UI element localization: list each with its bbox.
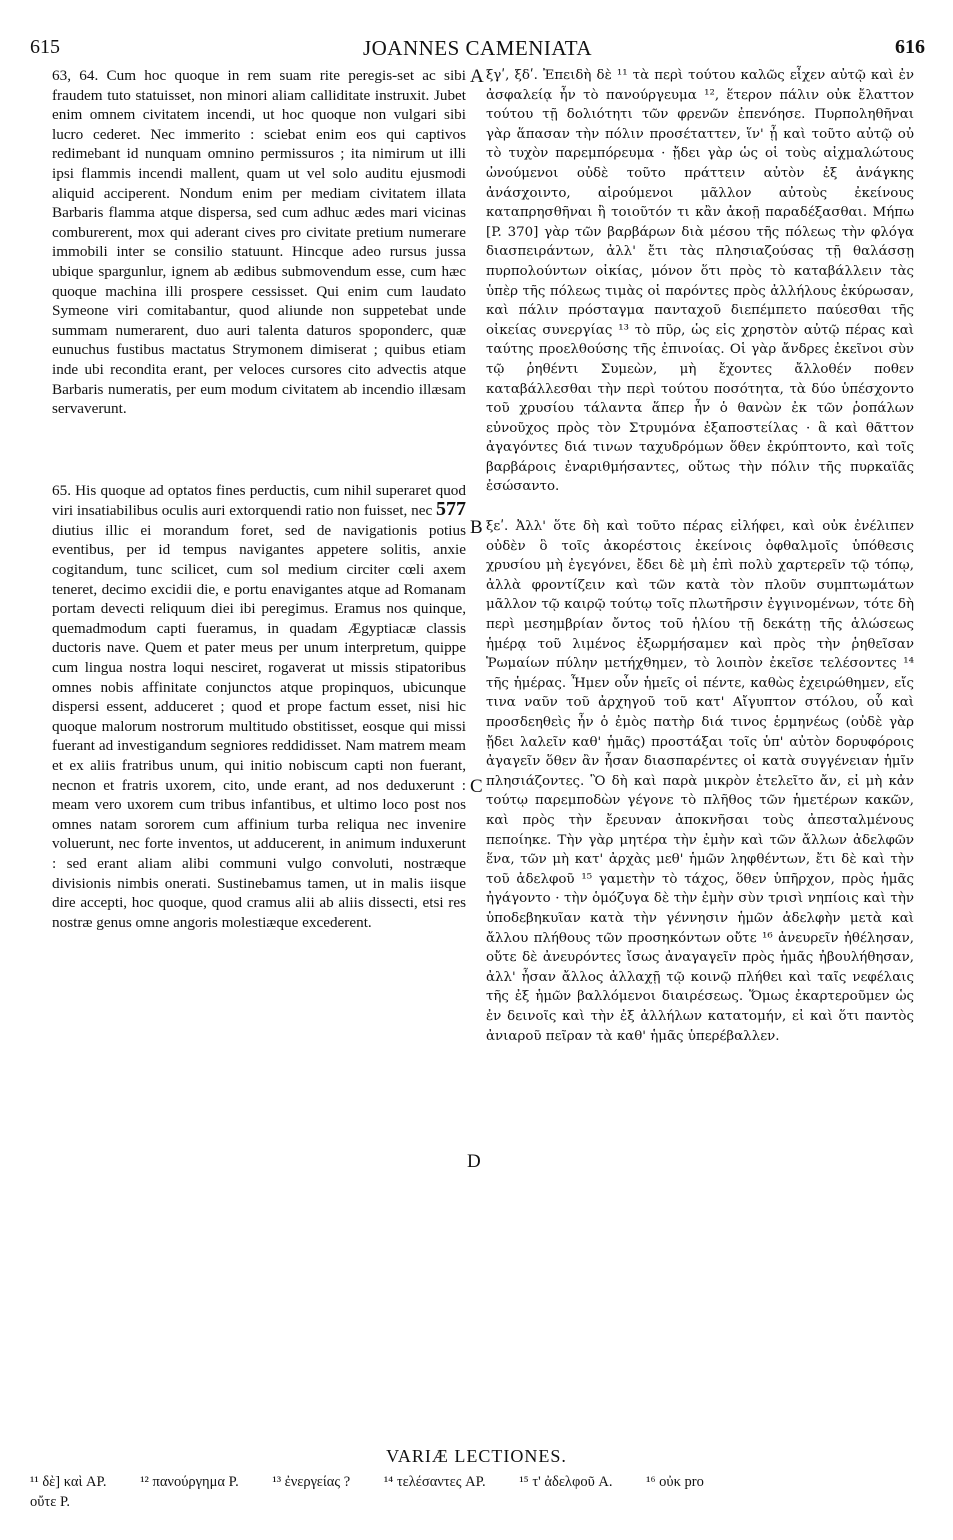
notes-row-tail: οὔτε P.	[30, 1494, 71, 1510]
page-reference: 577	[436, 498, 467, 521]
latin-paragraph-65	[52, 481, 466, 933]
variae-lectiones-notes	[30, 1472, 923, 1512]
column-marker-a: A	[470, 66, 484, 87]
note-item: ¹⁵ τ' ἀδελφοῦ A.	[519, 1474, 613, 1490]
page-number-right: 616	[895, 36, 925, 58]
note-item: ¹² πανούργημα P.	[140, 1474, 239, 1490]
note-item: ¹³ ἐνεργείας ?	[272, 1474, 351, 1490]
latin-column	[52, 66, 466, 932]
latin-paragraph-65-start: 65. His quoque ad optatos fines perductis, cum nihil superaret quod viri insatiabilibus oculis auri extorquendi ratio non fuisset, nec	[52, 481, 466, 520]
page-number-left: 615	[30, 36, 60, 58]
note-item: ¹⁶ οὐκ pro	[646, 1474, 704, 1490]
greek-paragraph-63-64: ξγʹ, ξδʹ. Ἐπειδὴ δὲ ¹¹ τὰ περὶ τούτου καλῶς εἶχεν αὐτῷ καὶ ἐν ἀσφαλείᾳ ἦν τὸ πανούργευμα ¹², ἕτερον πάλιν οὐκ ἔλαττον τούτου τῇ δολιότητι τῶν φρενῶν ἐπενόησε. Πυρποληθῆναι γὰρ ἅπασαν τὴν πόλιν προσέταττεν, ἵν' ᾖ καὶ τοῦτο αὐτῷ οὐ τὸ τυχὸν παρεμπόρευμα · ᾔδει γὰρ ὡς οἱ τοὺς αἰχμαλώτους ὠνούμενοι οὐδὲ τοῦτο πράττειν αὐτὸν ἐξ ἀνάγκης ἀνάσχοιντο, αἱρούμενοι μᾶλλον αὐτοὺς ἐκείνους καταπρησθῆναι ἢ τοιοῦτόν τι κἂν ἀκοῇ παραδέξασθαι. Μήπω [P. 370] γὰρ τῶν βαρβάρων διὰ μέσου τῆς πόλεως τὴν φλόγα διασπειράντων, ἀλλ' ἔτι τὰς πλησιαζούσας τῇ θαλάσσῃ πυρπολούντων οἰκίας, μόνον ὅτι πρὸς τὸ καταβάλλειν τὰς ὑπὲρ τῆς πόλεως τιμὰς οἱ παρόντες πρὸς ἀλλήλους ἐκύρωσαν, καὶ πάλιν πρόσταγμα πανταχοῦ διεπέμπετο παύεσθαι τῆς οἰκείας συνεργίας ¹³ τὸ πῦρ, ὡς εἰς χρηστὸν αὐτῷ πέρας καὶ ταύτης προελθούσης τῆς ἐπινοίας. Οἱ γὰρ ἄνδρες ἐκεῖνοι σὺν τῷ ῥηθέντι Συμεὼν, μὴ ἔχοντες ἄλλοθέν ποθεν καταβάλλεσθαι τὴν περὶ τούτου ποσότητα, τὰ δύο ὑπέσχοντο τοῦ χρυσίου τάλαντα ἅπερ ἦν ὁ θανὼν ἐκ τῶν ῥοπάλων εὐνοῦχος πρὸς τὸν Στρυμόνα ἐξαποστείλας · ἃ καὶ θᾶττον ἀγαγόντες διά τινων ταχυδρόμων ὅθεν ἐκρύπτοντο, καὶ τοῖς βαρβάροις ἐναριθμήσαντες, οὕτως τὴν πόλιν τῆς πυρκαϊᾶς ἐσώσαντο.	[486, 68, 914, 495]
greek-paragraph-65: ξεʹ. Ἀλλ' ὅτε δὴ καὶ τοῦτο πέρας εἰλήφει, καὶ οὐκ ἐνέλιπεν οὐδὲν ὃ τοῖς ἀκορέστοις ἐκείνοις ὀφθαλμοῖς ὑπόθεσις χρυσίου μὴ ἐγεγόνει, ἔδει δὲ μὴ ἐπὶ πολὺ χαρτερεῖν τῷ τόπῳ, ἀλλὰ φροντίζειν καὶ τῶν κατὰ τὸν πλοῦν συμπτωμάτων μᾶλλον τῷ καιρῷ τούτῳ τοῖς πλωτῆρσιν ἐγγινομένων, τότε δὴ περὶ μεσημβρίαν ὄντος τοῦ ἡλίου τῇ δεκάτῃ τῆς ἁλώσεως ἡμέρᾳ τοῦ λιμένος ἐξωρμήσαμεν καὶ πρὸς τὴν ῥηθεῖσαν Ῥωμαίων πύλην μετήχθημεν, τὸ λοιπὸν ἐκεῖσε τελέσοντες ¹⁴ τῆς ἡμέρας. Ἦμεν οὖν ἡμεῖς οἱ πέντε, καθὼς ἐχειρώθημεν, εἴς τινα ναῦν τοῦ ἀρχηγοῦ τοῦ κατ' Αἴγυπτον στόλου, οὗ καὶ προσδεηθεὶς ἦν ὁ ἐμὸς πατὴρ διά τινος ἑρμηνέως (οὐδὲ γὰρ ᾔδει λαλεῖν καθ' ἡμᾶς) προστάξαι τοῖς ὑπ' αὐτὸν δορυφόροις ἀγαγεῖν ὅθεν ἂν ἦσαν διασπαρέντες οἱ κατὰ συγγένειαν ἡμῖν πλησιάζοντες. Ὃ δὴ καὶ παρὰ μικρὸν ἐτελεῖτο ἄν, εἰ μὴ κἀν τούτῳ παρεμποδὼν γέγονε τὸ πλῆθος τῶν ἡμετέρων κακῶν, καὶ πρὸς τὴν ἔρευναν ἀποκνῆσαι τοὺς ἀπεσταλμένους πεποίηκε. Τὴν γὰρ μητέρα τὴν ἐμὴν καὶ τῶν ἄλλων ἀδελφῶν ἕνα, τῶν μὴ κατ' ἀρχὰς μεθ' ἡμῶν ληφθέντων, ἔτι δὲ καὶ τὴν τοῦ ἀδελφοῦ ¹⁵ γαμετὴν τὸ τάχος, ὅθεν ὑπῆρχον, πρὸς ἡμᾶς ἠγάγοντο · τὴν ὁμόζυγα δὲ τὴν ἐμὴν σὺν τρισὶ νηπίοις καὶ τὴν ὑποδεβηκυῖαν κατὰ τὴν γέννησιν ἡμῶν ἀδελφὴν μετὰ καὶ ἄλλου πλήθους τῶν προσηκόντων οὔτε ¹⁶ ἀνευρεῖν ἠθέλησαν, οὔτε δὲ ἀνευρόντες ἴσως ἀναγαγεῖν πρὸς ἡμᾶς ἠβουλήθησαν, ἀλλ' ἦσαν ἄλλος ἀλλαχῇ τῷ κοινῷ πλήθει καὶ ταῖς νεφέλαις τῆς ἐξ ἡμῶν βαλλόμενοι διαιρέσεως. Ὅμως ἐκαρτεροῦμεν ὡς ἐν δεινοῖς καὶ τὴν ἐξ ἀλλήλων κατατομήν, εἰ καὶ ὅτι παντὸς ἀνιαροῦ πεῖραν τὰ καθ' ἡμᾶς ὑπερέβαλλεν.	[486, 519, 914, 1044]
greek-column	[486, 66, 914, 1046]
variae-lectiones-heading: VARIÆ LECTIONES.	[386, 1446, 567, 1466]
latin-paragraph-63-64: 63, 64. Cum hoc quoque in rem suam rite peregis-set ac sibi fraudem tuto statuisset, non minori aliam calliditate instruxit. Jubet enim omnem civitatem incendi, ut hoc quoque non vulgari sibi lucro cederet. Nec immerito : sciebat enim eos qui captivos redimebant id nunquam omnino permissuros ; ita nimirum ut illi ipsi flammis incendi mallent, quam ut vel solo auditu ejusmodi aliquid acciperent. Nondum enim per mediam civitatem illata Barbaris flamma atque dispersa, sed cum adhuc ædes mari vicinas comburerent, mox qui aderant cives pro civitate pretium numerare immobili inter se consilio statuunt. Hincque adeo rursus jussa ubique spargunlur, ignem ab ædibus submovendum esse, cum hæc quoque machina illi prospere cessisset. Qui enim cum laudato Symeone viri comitabantur, quod aliunde non suppetebat unde summam numerarent, duo auri talenta daturos spoponderc, quæ eunuchus fustibus mactatus Strymonem dimiserat ; quibus etiam inde ubi recondita erant, per veloces cursores cito advectis atque Barbaris numeratis, per eum modum civitatem ab incendio illæsam servaverunt.	[52, 67, 466, 418]
column-marker-d: D	[467, 1151, 481, 1172]
latin-paragraph-65-rest: diutius illic ei morandum foret, sed de navigationis potius eventibus, per id tempus navigantes appetere solitis, anxie cogitandum, tunc scilicet, cum sol medium circiter cœli axem teneret, decimo excidii die, e portu enavigantes atque ad Romanam portam devecti reliquum diei ibi peregimus. Eramus nos quinque, quemadmodum capti fueramus, in quadam Ægyptiacæ classis ductoris nave. Quem et pater meus per unum interpretum, quippe cum lingua nostra loqui nesciret, rogaverat ut missis stipatoribus omnes nobis affinitate conjunctos atque propinquos, ubicunque dispersi essent, adduceret ; quod et prope factum esset, nisi hic quoque malorum nostrorum multitudo obstitisset, eosque qui missi fuerant ad investigandum segniores reddidisset. Nam matrem meam et ex aliis fratribus unum, qui initio nobiscum capti non fuerant, necnon et fratris uxorem, cito, unde erant, ad nos deduxerunt : meam vero uxorem cum tribus infantibus, et ultimo loco post nos omnes natam sororem cum affinium turba reliqua nec invenire voluerunt, nec forte inventos, ut adducerent, in animum induxerunt : sed erant aliam alibi communi vulgo convoluti, nostræque divisionis nimbis onerati. Sustinebamus tamen, ut in malis iisque dire accepti, hoc quoque, quod cramus alii ab aliis dissecti, etsi res nostræ genus omne angoris molestiæque excederent.	[52, 521, 466, 931]
page-header	[30, 36, 925, 62]
column-marker-c: C	[470, 776, 483, 797]
column-marker-b: B	[470, 517, 483, 538]
notes-row	[30, 1472, 923, 1492]
note-item: ¹⁴ τελέσαντες AP.	[383, 1474, 486, 1490]
running-title: JOANNES CAMENIATA	[362, 36, 593, 60]
note-item: ¹¹ δὲ] καὶ AP.	[30, 1474, 107, 1490]
